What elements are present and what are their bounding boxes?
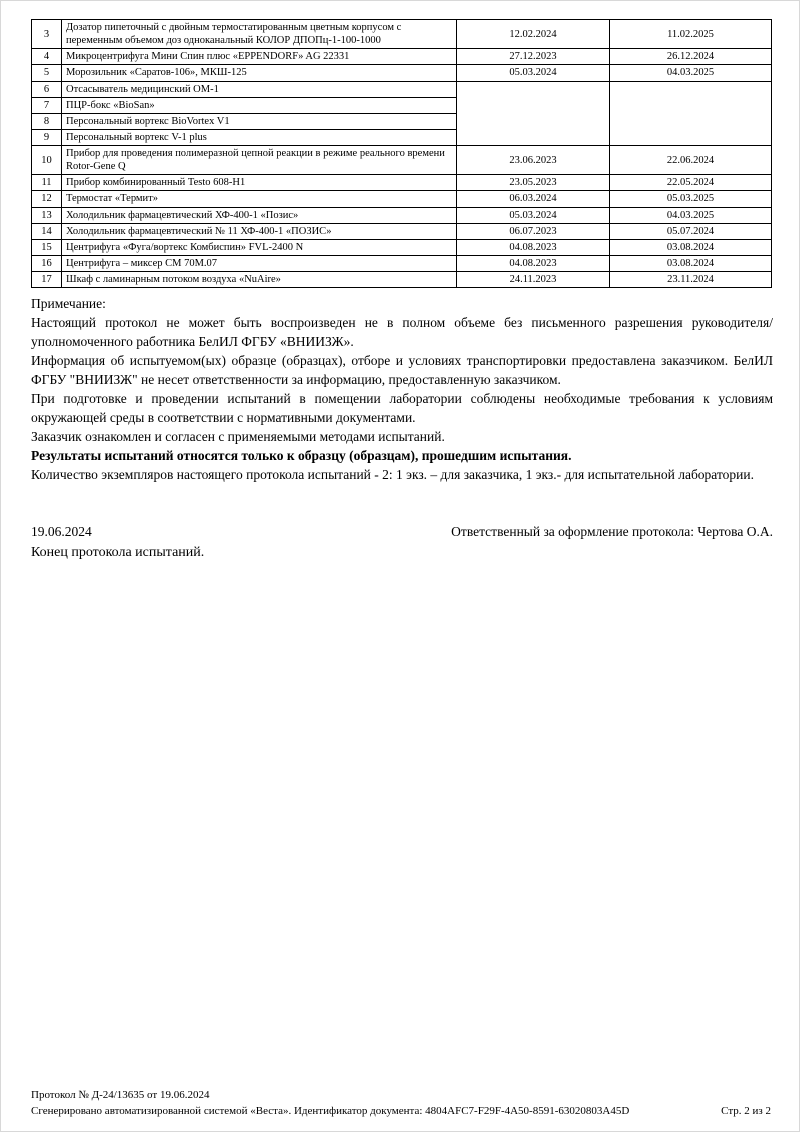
equipment-row <box>32 207 772 223</box>
row-number-cell: 6 <box>32 81 62 97</box>
verification-date-cell <box>457 81 610 146</box>
row-number-cell: 16 <box>32 255 62 271</box>
equipment-row <box>32 175 772 191</box>
equipment-name-cell: Прибор для проведения полимеразной цепной реакции в режиме реального времени Rotor-Gene Q <box>62 146 457 175</box>
row-number-cell: 10 <box>32 146 62 175</box>
equipment-table-body <box>32 20 772 288</box>
verification-date-cell: 23.06.2023 <box>457 146 610 175</box>
row-number-cell: 15 <box>32 239 62 255</box>
equipment-name-cell: Прибор комбинированный Testo 608-H1 <box>62 175 457 191</box>
equipment-name-cell: Персональный вортекс V-1 plus <box>62 129 457 145</box>
row-number-cell: 7 <box>32 97 62 113</box>
valid-until-date-cell: 03.08.2024 <box>610 239 772 255</box>
row-number-cell: 3 <box>32 20 62 49</box>
verification-date-cell: 23.05.2023 <box>457 175 610 191</box>
note-paragraph-reproduction: Настоящий протокол не может быть воспроизведен не в полном объеме без письменного разрешения руководителя/уполномоченного работника БелИЛ ФГБУ «ВНИИЗЖ». <box>31 315 773 350</box>
note-paragraph-sample-info: Информация об испытуемом(ых) образце (образцах), отборе и условиях транспортировки предоставлена заказчиком. БелИЛ ФГБУ "ВНИИЗЖ" не несет ответственности за информацию, предоставленную заказчиком. <box>31 353 773 388</box>
row-number-cell: 8 <box>32 113 62 129</box>
verification-date-cell: 24.11.2023 <box>457 272 610 288</box>
equipment-name-cell: Отсасыватель медицинский ОМ-1 <box>62 81 457 97</box>
row-number-cell: 9 <box>32 129 62 145</box>
verification-date-cell: 05.03.2024 <box>457 65 610 81</box>
equipment-name-cell: ПЦР-бокс «BioSan» <box>62 97 457 113</box>
equipment-row <box>32 49 772 65</box>
responsible-person: Ответственный за оформление протокола: Чертова О.А. <box>451 524 773 540</box>
row-number-cell: 11 <box>32 175 62 191</box>
equipment-row <box>32 81 772 97</box>
verification-date-cell: 12.02.2024 <box>457 20 610 49</box>
valid-until-date-cell: 05.03.2025 <box>610 191 772 207</box>
note-paragraph-environment: При подготовке и проведении испытаний в помещении лаборатории соблюдены необходимые требования к условиям окружающей среды в соответствии с нормативными документами. <box>31 391 773 426</box>
verification-date-cell: 05.03.2024 <box>457 207 610 223</box>
notes-section <box>31 294 773 484</box>
note-paragraph-methods: Заказчик ознакомлен и согласен с применяемыми методами испытаний. <box>31 429 445 445</box>
footer-protocol-number: Протокол № Д-24/13635 от 19.06.2024 <box>31 1089 210 1101</box>
verification-date-cell: 06.03.2024 <box>457 191 610 207</box>
page-content <box>1 1 799 563</box>
row-number-cell: 4 <box>32 49 62 65</box>
footer-page-number: Стр. 2 из 2 <box>721 1105 771 1117</box>
equipment-table <box>31 19 772 288</box>
verification-date-cell: 27.12.2023 <box>457 49 610 65</box>
equipment-row <box>32 239 772 255</box>
equipment-row <box>32 20 772 49</box>
equipment-row <box>32 65 772 81</box>
row-number-cell: 14 <box>32 223 62 239</box>
equipment-name-cell: Центрифуга – миксер СМ 70М.07 <box>62 255 457 271</box>
row-number-cell: 13 <box>32 207 62 223</box>
row-number-cell: 12 <box>32 191 62 207</box>
equipment-row <box>32 272 772 288</box>
note-paragraph-results: Результаты испытаний относятся только к образцу (образцам), прошедшим испытания. <box>31 448 572 464</box>
equipment-name-cell: Термостат «Термит» <box>62 191 457 207</box>
valid-until-date-cell: 04.03.2025 <box>610 65 772 81</box>
valid-until-date-cell: 03.08.2024 <box>610 255 772 271</box>
valid-until-date-cell: 22.06.2024 <box>610 146 772 175</box>
verification-date-cell: 06.07.2023 <box>457 223 610 239</box>
equipment-row <box>32 223 772 239</box>
valid-until-date-cell: 23.11.2024 <box>610 272 772 288</box>
row-number-cell: 5 <box>32 65 62 81</box>
note-paragraph-copies: Количество экземпляров настоящего протокола испытаний - 2: 1 экз. – для заказчика, 1 экз.- для испытательной лаборатории. <box>31 467 754 483</box>
equipment-name-cell: Морозильник «Саратов-106», МКШ-125 <box>62 65 457 81</box>
valid-until-date-cell <box>610 81 772 146</box>
equipment-name-cell: Холодильник фармацевтический № 11 ХФ-400-1 «ПОЗИС» <box>62 223 457 239</box>
equipment-row <box>32 191 772 207</box>
equipment-name-cell: Дозатор пипеточный с двойным термостатированным цветным корпусом с переменным объемом доз одноканальный КОЛОР ДПОПц-1-100-1000 <box>62 20 457 49</box>
row-number-cell: 17 <box>32 272 62 288</box>
valid-until-date-cell: 11.02.2025 <box>610 20 772 49</box>
equipment-name-cell: Персональный вортекс BioVortex V1 <box>62 113 457 129</box>
equipment-name-cell: Шкаф с ламинарным потоком воздуха «NuAire» <box>62 272 457 288</box>
valid-until-date-cell: 26.12.2024 <box>610 49 772 65</box>
verification-date-cell: 04.08.2023 <box>457 239 610 255</box>
page-footer <box>31 1088 771 1119</box>
valid-until-date-cell: 05.07.2024 <box>610 223 772 239</box>
end-of-protocol-line: Конец протокола испытаний. <box>31 545 205 561</box>
footer-second-line <box>31 1104 771 1119</box>
footer-generated-info: Сгенерировано автоматизированной системой «Веста». Идентификатор документа: 4804AFC7-F29F-4A50-8591-63020803A45D <box>31 1105 630 1117</box>
signoff-row <box>31 522 773 541</box>
notes-heading: Примечание: <box>31 296 106 312</box>
verification-date-cell: 04.08.2023 <box>457 255 610 271</box>
valid-until-date-cell: 22.05.2024 <box>610 175 772 191</box>
equipment-name-cell: Центрифуга «Фуга/вортекс Комбиспин» FVL-2400 N <box>62 239 457 255</box>
equipment-name-cell: Микроцентрифуга Мини Спин плюс «EPPENDORF» AG 22331 <box>62 49 457 65</box>
valid-until-date-cell: 04.03.2025 <box>610 207 772 223</box>
equipment-name-cell: Холодильник фармацевтический ХФ-400-1 «Позис» <box>62 207 457 223</box>
equipment-row <box>32 146 772 175</box>
protocol-date: 19.06.2024 <box>31 524 92 540</box>
equipment-row <box>32 255 772 271</box>
